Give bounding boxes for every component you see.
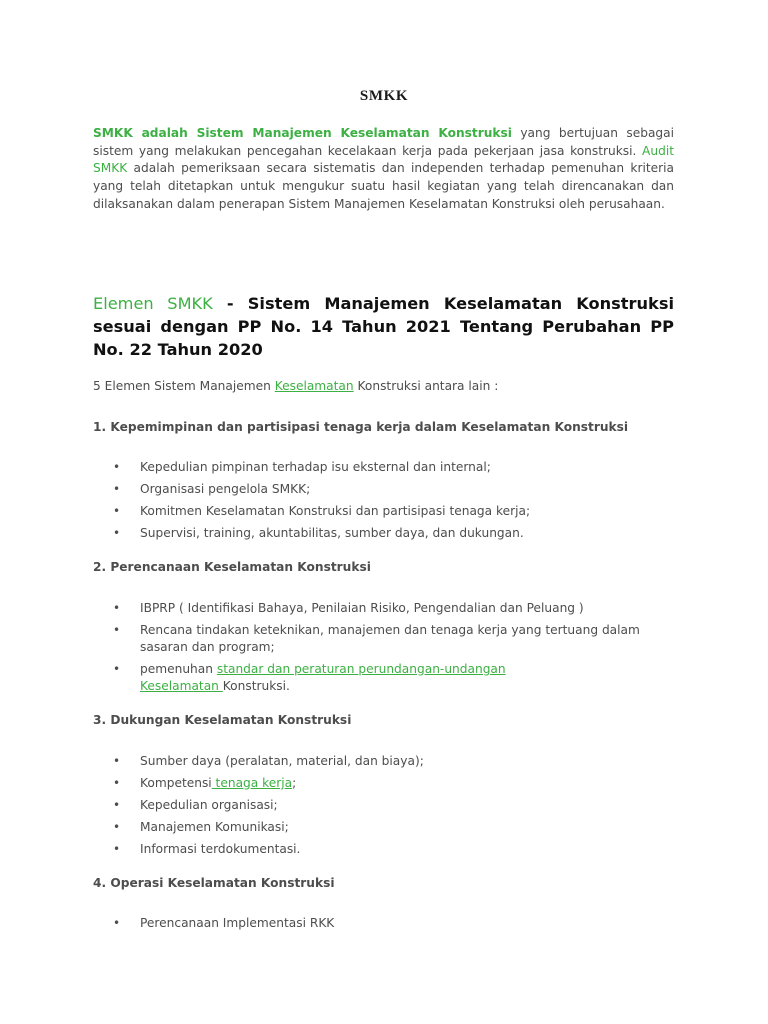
list-item: [113, 775, 673, 792]
list-item: • Komitmen Keselamatan Konstruksi dan partisipasi tenaga kerja;: [113, 503, 673, 520]
elements-lead-text: [93, 378, 693, 395]
intro-paragraph: [93, 125, 674, 214]
section-3-title: 3. Dukungan Keselamatan Konstruksi: [93, 713, 352, 727]
item-text: Kompetensi: [140, 776, 212, 790]
list-item: • Informasi terdokumentasi.: [113, 841, 673, 858]
audit-smkk-link[interactable]: Audit SMKK: [93, 143, 674, 176]
list-item: • IBPRP ( Identifikasi Bahaya, Penilaian Risiko, Pengendalian dan Peluang ): [113, 600, 673, 617]
intro-text-1: yang bertujuan sebagai sistem yang melakukan pencegahan kecelakaan kerja pada pekerjaan jasa konstruksi.: [93, 126, 675, 158]
section-3-list: [113, 753, 673, 863]
heading-rest-text: - Sistem Manajemen Keselamatan Konstruksi sesuai dengan PP No. 14 Tahun 2021 Tentang Perubahan PP No. 22 Tahun 2020: [93, 294, 675, 359]
lead-after: Konstruksi antara lain :: [353, 379, 499, 393]
section-heading: [93, 292, 674, 361]
list-item: • Sumber daya (peralatan, material, dan biaya);: [113, 753, 673, 770]
list-item: • Organisasi pengelola SMKK;: [113, 481, 673, 498]
item-text: Konstruksi.: [222, 679, 290, 693]
list-item: • Perencanaan Implementasi RKK: [113, 915, 673, 932]
section-1-title: 1. Kepemimpinan dan partisipasi tenaga kerja dalam Keselamatan Konstruksi: [93, 420, 629, 434]
item-text: ;: [292, 776, 297, 790]
list-item: • Manajemen Komunikasi;: [113, 819, 673, 836]
section-2-list: [113, 600, 673, 700]
intro-text-2: adalah pemeriksaan secara sistematis dan independen terhadap pemenuhan kriteria yang telah ditetapkan untuk mengukur suatu hasil kegiatan yang telah direncanakan dan dilaksanakan dalam penerapan Sistem Manajemen Keselamatan Konstruksi oleh perusahaan.: [93, 161, 674, 211]
tenaga-kerja-link[interactable]: tenaga kerja: [211, 776, 293, 790]
list-item: [113, 661, 560, 695]
keselamatan-link[interactable]: Keselamatan: [274, 379, 354, 393]
section-2-title: 2. Perencanaan Keselamatan Konstruksi: [93, 560, 371, 574]
standar-peraturan-link[interactable]: standar dan peraturan perundangan-undangan Keselamatan: [140, 662, 506, 693]
list-item: • Kepedulian organisasi;: [113, 797, 673, 814]
heading-green-text: Elemen SMKK: [93, 294, 213, 313]
list-item: • Rencana tindakan keteknikan, manajemen dan tenaga kerja yang tertuang dalam sasaran dan program;: [113, 622, 660, 656]
document-title: SMKK: [359, 88, 409, 104]
list-item: • Supervisi, training, akuntabilitas, sumber daya, dan dukungan.: [113, 525, 673, 542]
section-4-list: [113, 915, 673, 937]
section-1-list: [113, 459, 673, 547]
section-4-title: 4. Operasi Keselamatan Konstruksi: [93, 876, 335, 890]
list-item: • Kepedulian pimpinan terhadap isu eksternal dan internal;: [113, 459, 673, 476]
lead-before: 5 Elemen Sistem Manajemen: [93, 379, 275, 393]
item-text: pemenuhan: [140, 662, 217, 676]
intro-lead-text: SMKK adalah Sistem Manajemen Keselamatan Konstruksi: [93, 126, 512, 140]
